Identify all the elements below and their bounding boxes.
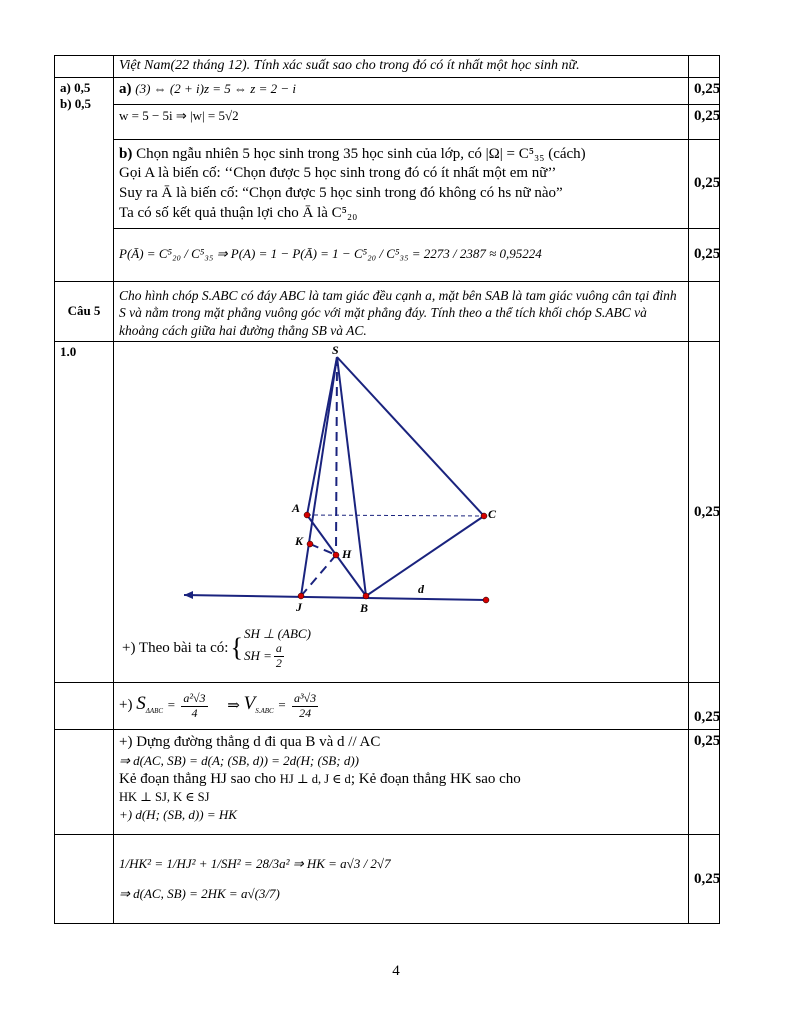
label-K: K [295,534,304,549]
brace-icon: { [230,632,243,662]
edge-SC [337,357,484,516]
row-probability [55,228,720,281]
page-number: 4 [392,963,400,979]
area-subscript: ΔABC [145,707,164,716]
part-b-line1: Chọn ngẫu nhiên 5 học sinh trong 35 học sinh của lớp, có |Ω| = C⁵₃₅ (cách) [136,145,586,162]
part-b-line4: Ta có số kết quả thuận lợi cho Ā là C⁵₂₀ [119,204,358,221]
score-p: 0,25 [689,228,720,281]
distance-line1: +) Dựng đường thẳng d đi qua B và d // AC [119,734,381,751]
implies-arrow: ⇒ [227,697,240,714]
hk-line2: ⇒ d(AC, SB) = 2HK = a√(3/7) [119,886,280,902]
arrowhead-icon [184,591,193,599]
points-1-0: 1.0 [55,342,114,683]
area-numerator: a²√3 [183,691,206,706]
row-hk [55,835,720,924]
volume-numerator: a³√3 [293,691,317,706]
volume-denominator: 24 [299,705,312,720]
cau5-label: Câu 5 [55,281,114,342]
distance-line4: HK ⊥ SJ, K ∈ SJ [119,789,210,804]
part-b-cell [114,139,689,228]
row-cau5 [55,281,720,342]
label-d: d [418,582,424,597]
answer-table [54,55,720,924]
empty-cell [55,56,114,78]
score-a2: 0,25 [689,104,720,139]
row-figure [55,342,720,683]
label-B: B [360,601,369,616]
score-distance: 0,25 [689,730,720,835]
point-A [304,512,310,518]
volume-cell [114,683,689,730]
part-a-equation: (3) ⇔ (2 + i)z = 5 ⇔ z = 2 − i [135,80,296,96]
score-a1: 0,25 [689,77,720,104]
empty-cell [55,835,114,924]
distance-line3a: Kẻ đoạn thẳng HJ sao cho [119,771,277,788]
fraction-denominator: 2 [275,655,282,670]
line-d [184,595,486,600]
label-C: C [488,507,497,522]
part-b-line3: Suy ra Ā là biến cố: “Chọn được 5 học sinh trong đó không có hs nữ nào” [119,185,563,201]
height-SH [336,357,337,555]
area-eq: = [166,697,176,713]
system-lhs: SH = [243,647,272,663]
label-S: S [332,343,339,358]
row-volume [55,683,720,730]
score-hk: 0,25 [689,835,720,924]
part-a-cell [114,77,689,104]
point-H [333,552,339,558]
cau5-text: Cho hình chóp S.ABC có đáy ABC là tam giác đều cạnh a, mặt bên SAB là tam giác vuông cân tại đỉnh S và nằm trong mặt phẳng vuông góc với mặt phẳng đáy. Tính theo a thể tích khối chóp S.ABC và khoảng cách giữa hai đường thẳng SB và AC. [114,281,689,342]
point-C [481,513,487,519]
distance-line3b: HJ ⊥ d, J ∈ d [279,772,351,787]
row-part-a2 [55,104,720,139]
part-a-label: a) [119,80,132,97]
hk-cell [114,835,689,924]
row-part-a [55,77,720,104]
system-block [244,626,311,670]
probability-formula: P(Ā) = C⁵₂₀ / C⁵₃₅ ⇒ P(A) = 1 − P(Ā) = 1 − C⁵₂₀ / C⁵₃₅ = 2273 / 2387 ≈ 0,95224 [119,246,542,262]
edge-AC-hidden [307,515,484,516]
area-symbol: S [136,693,146,715]
system-line1: SH ⊥ (ABC) [243,626,311,642]
point-K [307,541,313,547]
empty-cell [689,281,720,342]
area-fraction [181,692,207,719]
theo-bai-block [122,626,311,670]
empty-cell [55,683,114,730]
points-cell [55,77,114,281]
edge-CB [366,516,484,596]
distance-line3c: ; Kẻ đoạn thẳng HK sao cho [350,771,521,788]
label-A: A [292,501,301,516]
hk-line1: 1/HK² = 1/HJ² + 1/SH² = 28/3a² ⇒ HK = a√3 / 2√7 [119,855,391,871]
label-J: J [296,600,302,615]
probability-cell [114,228,689,281]
label-H: H [342,547,352,562]
problem-text: Việt Nam(22 tháng 12). Tính xác suất sao cho trong đó có ít nhất một học sinh nữ. [114,56,689,78]
point-B [363,593,369,599]
part-b-line2: Gọi A là biến cố: ‘‘Chọn được 5 học sinh trong đó có ít nhất một em nữ’’ [119,165,557,182]
empty-cell [689,56,720,78]
system-line2 [244,642,311,669]
distance-line5: +) d(H; (SB, d)) = HK [119,806,237,822]
point-d-end [483,597,489,603]
row-part-b [55,139,720,228]
score-b: 0,25 [689,139,720,228]
distance-line2: ⇒ d(AC, SB) = d(A; (SB, d)) = 2d(H; (SB; d)) [119,752,359,768]
volume-subscript: S.ABC [255,707,274,716]
points-b: b) 0,5 [60,95,92,111]
points-a: a) 0,5 [60,79,91,95]
volume-eq: = [277,697,287,713]
part-a2-cell [114,104,689,139]
fraction-numerator: a [275,641,282,656]
modulus-equation: w = 5 − 5i ⇒ |w| = 5√2 [119,107,239,123]
empty-cell [55,730,114,835]
score-figure: 0,25 [689,342,720,683]
volume-plus: +) [119,697,133,714]
score-volume: 0,25 [689,683,720,730]
volume-fraction [292,692,318,719]
volume-symbol: V [243,693,256,715]
system-fraction [274,642,284,669]
area-denominator: 4 [191,705,198,720]
row-distance [55,730,720,835]
point-J [298,593,304,599]
theo-bai-text: +) Theo bài ta có: [122,639,229,656]
distance-cell [114,730,689,835]
figure-cell [114,342,689,683]
header-row [55,56,720,78]
part-b-label: b) [119,145,133,162]
